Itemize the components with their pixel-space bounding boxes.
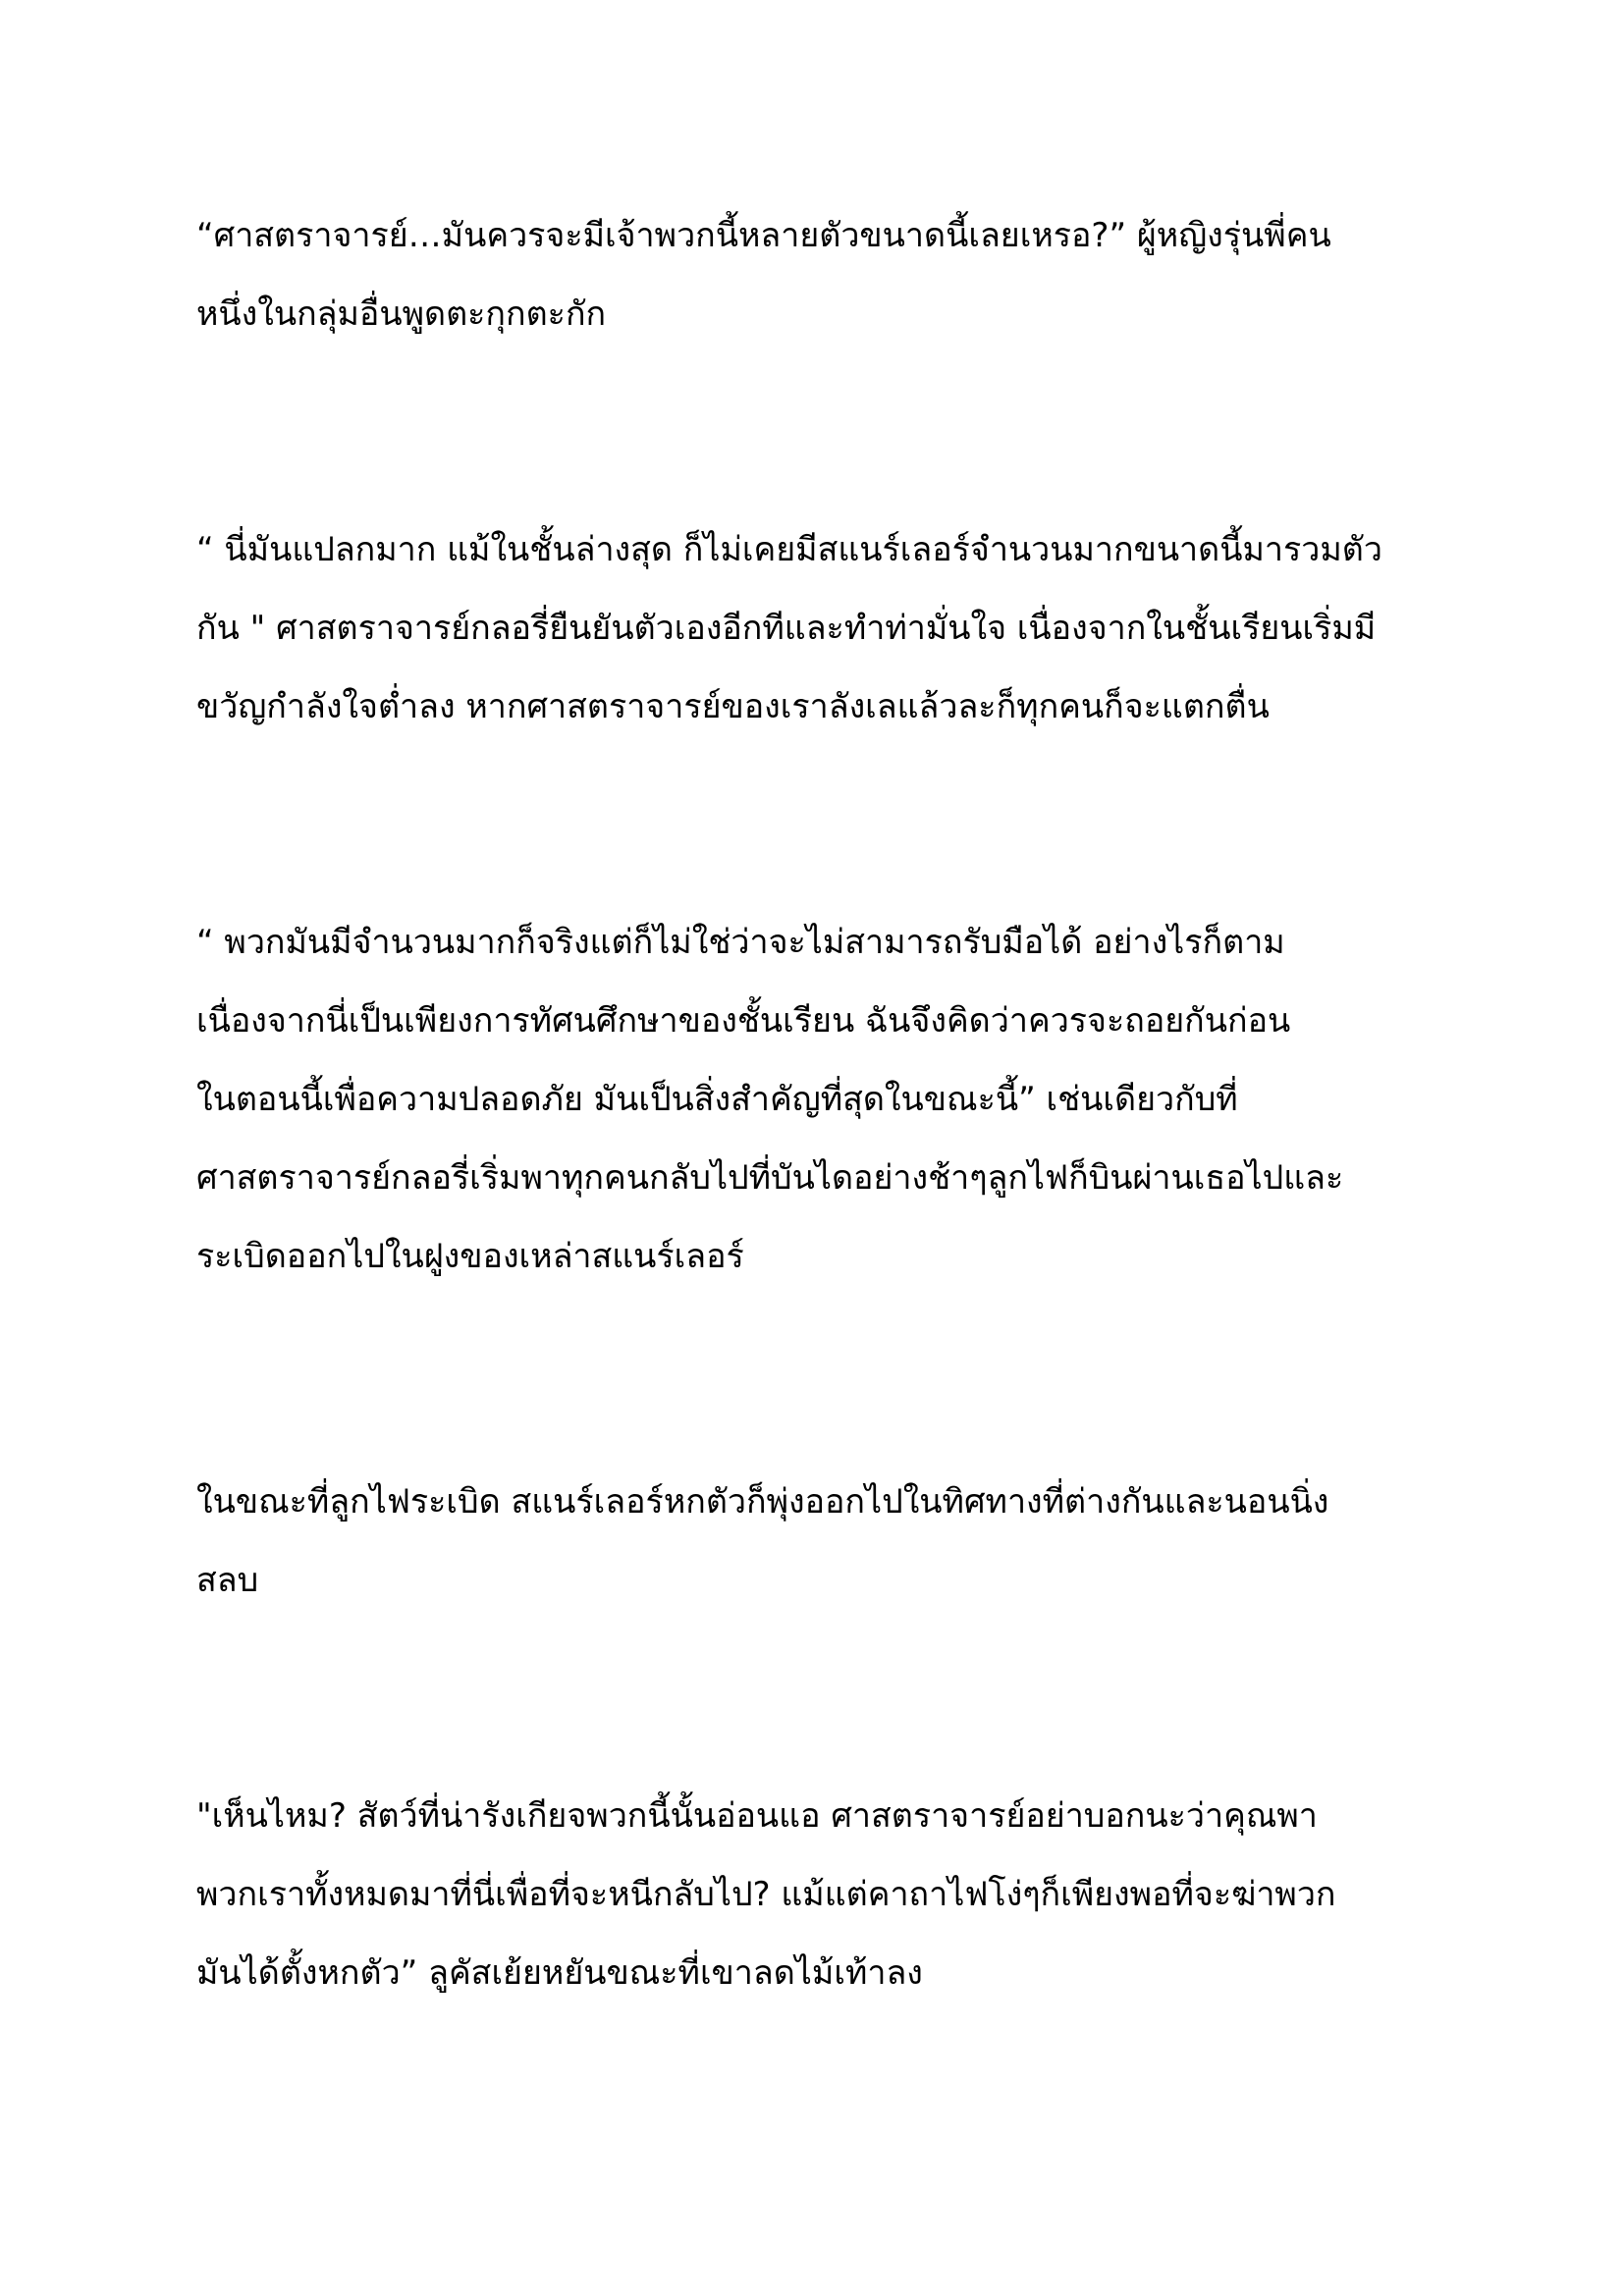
text-line: พวกเราทั้งหมดมาที่นี่เพื่อที่จะหนีกลับไป? แม้แต่คาถาไฟโง่ๆก็เพียงพอที่จะฆ่าพวก bbox=[196, 1875, 1336, 1914]
paragraph-2 bbox=[196, 510, 1473, 746]
text-line: เนื่องจากนี่เป็นเพียงการทัศนศึกษาของชั้นเรียน ฉันจึงคิดว่าควรจะถอยกันก่อน bbox=[196, 1001, 1291, 1041]
text-line: “ นี่มันแปลกมาก แม้ในชั้นล่างสุด ก็ไม่เคยมีสแนร์เลอร์จำนวนมากขนาดนี้มารวมตัว bbox=[196, 530, 1382, 569]
text-line: สลบ bbox=[196, 1561, 259, 1600]
text-line: "เห็นไหม? สัตว์ที่น่ารังเกียจพวกนี้นั้นอ่อนแอ ศาสตราจารย์อย่าบอกนะว่าคุณพา bbox=[196, 1796, 1318, 1836]
text-line: ในขณะที่ลูกไฟระเบิด สแนร์เลอร์หกตัวก็พุ่งออกไปในทิศทางที่ต่างกันและนอนนิ่ง bbox=[196, 1482, 1329, 1522]
text-line: ระเบิดออกไปในฝูงของเหล่าสแนร์เลอร์ bbox=[196, 1237, 744, 1276]
text-line: “ศาสตราจารย์…มันควรจะมีเจ้าพวกนี้หลายตัวขนาดนี้เลยเหรอ?” ผู้หญิงรุ่นพี่คน bbox=[196, 216, 1331, 255]
text-line: หนึ่งในกลุ่มอื่นพูดตะกุกตะกัก bbox=[196, 294, 607, 334]
text-line: “ พวกมันมีจำนวนมากก็จริงแต่ก็ไม่ใช่ว่าจะไม่สามารถรับมือได้ อย่างไรก็ตาม bbox=[196, 923, 1285, 962]
text-line: ขวัญกำลังใจต่ำลง หากศาสตราจารย์ของเราลังเลแล้วละก็ทุกคนก็จะแตกตื่น bbox=[196, 687, 1270, 726]
paragraph-4 bbox=[196, 1463, 1473, 1620]
text-line: ศาสตราจารย์กลอรี่เริ่มพาทุกคนกลับไปที่บันไดอย่างช้าๆลูกไฟก็บินผ่านเธอไปและ bbox=[196, 1158, 1344, 1198]
paragraph-3 bbox=[196, 903, 1473, 1296]
paragraph-5 bbox=[196, 1777, 1473, 2012]
paragraph-1 bbox=[196, 196, 1473, 353]
text-line: กัน " ศาสตราจารย์กลอรี่ยืนยันตัวเองอีกทีและทำท่ามั่นใจ เนื่องจากในชั้นเรียนเริ่มมี bbox=[196, 609, 1377, 648]
text-line: มันได้ตั้งหกตัว” ลูคัสเย้ยหยันขณะที่เขาลดไม้เท้าลง bbox=[196, 1953, 923, 1993]
text-line: ในตอนนี้เพื่อความปลอดภัย มันเป็นสิ่งสำคัญที่สุดในขณะนี้” เช่นเดียวกับที่ bbox=[196, 1080, 1238, 1119]
